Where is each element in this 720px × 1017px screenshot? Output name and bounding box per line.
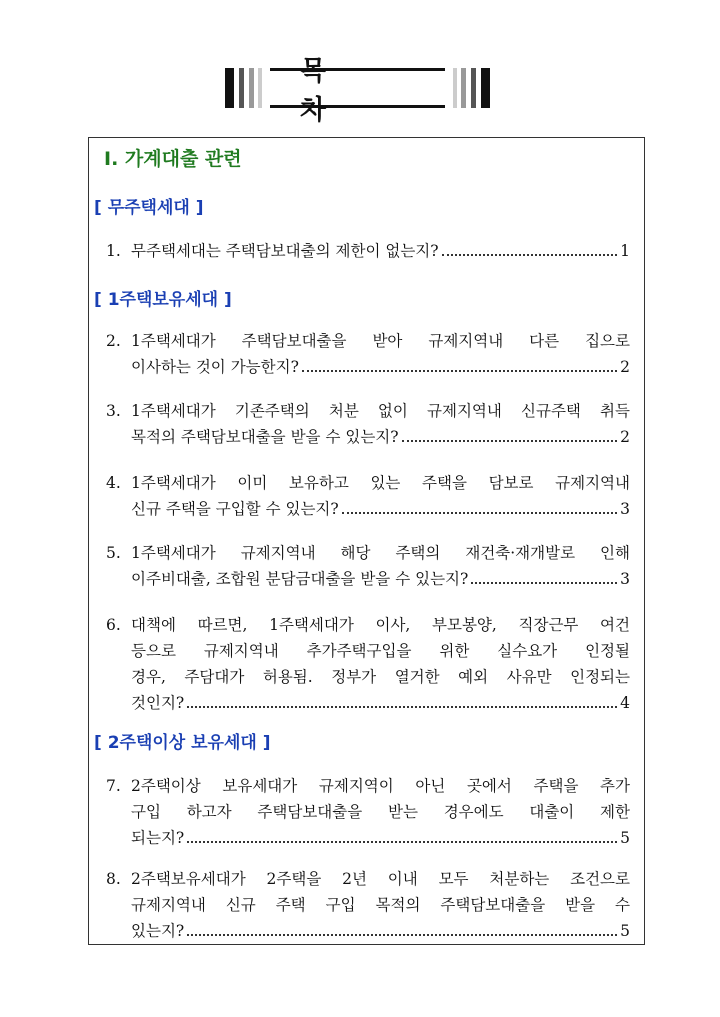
leader-dots [442, 254, 618, 256]
toc-item[interactable] [106, 773, 630, 851]
title-decoration-bar [239, 68, 244, 108]
toc-item[interactable] [106, 612, 630, 716]
title-decoration-bar [481, 68, 490, 108]
group-heading-one-house: [ 1주택보유세대 ] [94, 290, 232, 310]
page-title: 목 차 [270, 68, 445, 108]
title-decoration-bar [471, 68, 476, 108]
leader-dots [342, 512, 617, 514]
item-number: 3. [106, 402, 121, 420]
toc-item[interactable] [106, 328, 630, 380]
leader-dots [187, 934, 617, 936]
item-number: 7. [106, 777, 121, 795]
item-text: 되는지? [131, 829, 185, 847]
toc-item[interactable] [106, 540, 630, 592]
leader-dots [302, 370, 617, 372]
page-number: 4 [620, 694, 630, 712]
toc-item[interactable] [106, 866, 630, 944]
title-decoration-bar [461, 68, 466, 108]
page-number: 3 [620, 570, 630, 588]
toc-title-row [0, 56, 720, 126]
item-number: 2. [106, 332, 121, 350]
group-heading-no-house: [ 무주택세대 ] [94, 198, 204, 218]
page-number: 1 [620, 242, 630, 260]
item-text: 이주비대출, 조합원 분담금대출을 받을 수 있는지? [131, 570, 469, 588]
item-text: 규제지역내 신규 주택 구입 목적의 주택담보대출을 받을 수 [131, 896, 630, 914]
page-number: 2 [620, 428, 630, 446]
item-number: 8. [106, 870, 121, 888]
item-text: 1주택세대가 규제지역내 해당 주택의 재건축·재개발로 인해 [131, 544, 630, 562]
item-text: 1주택세대가 기존주택의 처분 없이 규제지역내 신규주택 취득 [131, 402, 630, 420]
toc-item[interactable] [106, 238, 630, 264]
title-decoration-bar [249, 68, 254, 108]
item-text: 등으로 규제지역내 추가주택구입을 위한 실수요가 인정될 [131, 642, 630, 660]
item-text: 신규 주택을 구입할 수 있는지? [131, 500, 339, 518]
title-decoration-bar [258, 68, 262, 108]
title-decoration-bar [225, 68, 234, 108]
item-number: 1. [106, 242, 121, 260]
item-text: 경우, 주담대가 허용됨. 정부가 열거한 예외 사유만 인정되는 [131, 668, 630, 686]
item-text: 목적의 주택담보대출을 받을 수 있는지? [131, 428, 399, 446]
toc-item[interactable] [106, 470, 630, 522]
item-text: 구입 하고자 주택담보대출을 받는 경우에도 대출이 제한 [131, 803, 630, 821]
toc-item[interactable] [106, 398, 630, 450]
item-text: 있는지? [131, 922, 185, 940]
leader-dots [187, 706, 617, 708]
item-text: 1주택세대가 주택담보대출을 받아 규제지역내 다른 집으로 [131, 332, 630, 350]
page-number: 5 [620, 829, 630, 847]
item-number: 4. [106, 474, 121, 492]
item-text: 무주택세대는 주택담보대출의 제한이 없는지? [131, 242, 439, 260]
page-number: 2 [620, 358, 630, 376]
item-number: 5. [106, 544, 121, 562]
title-decoration-bar [453, 68, 457, 108]
item-number: 6. [106, 616, 121, 634]
section-heading: Ⅰ. 가계대출 관련 [104, 148, 242, 170]
item-text: 이사하는 것이 가능한지? [131, 358, 299, 376]
item-text: 2주택이상 보유세대가 규제지역이 아닌 곳에서 주택을 추가 [131, 777, 630, 795]
leader-dots [471, 582, 617, 584]
leader-dots [187, 841, 617, 843]
page-number: 3 [620, 500, 630, 518]
item-text: 2주택보유세대가 2주택을 2년 이내 모두 처분하는 조건으로 [131, 870, 630, 888]
item-text: 1주택세대가 이미 보유하고 있는 주택을 담보로 규제지역내 [131, 474, 630, 492]
item-text: 것인지? [131, 694, 185, 712]
item-text: 대책에 따르면, 1주택세대가 이사, 부모봉양, 직장근무 여건 [131, 616, 630, 634]
group-heading-multi-house: [ 2주택이상 보유세대 ] [94, 733, 271, 753]
leader-dots [402, 440, 618, 442]
page-number: 5 [620, 922, 630, 940]
